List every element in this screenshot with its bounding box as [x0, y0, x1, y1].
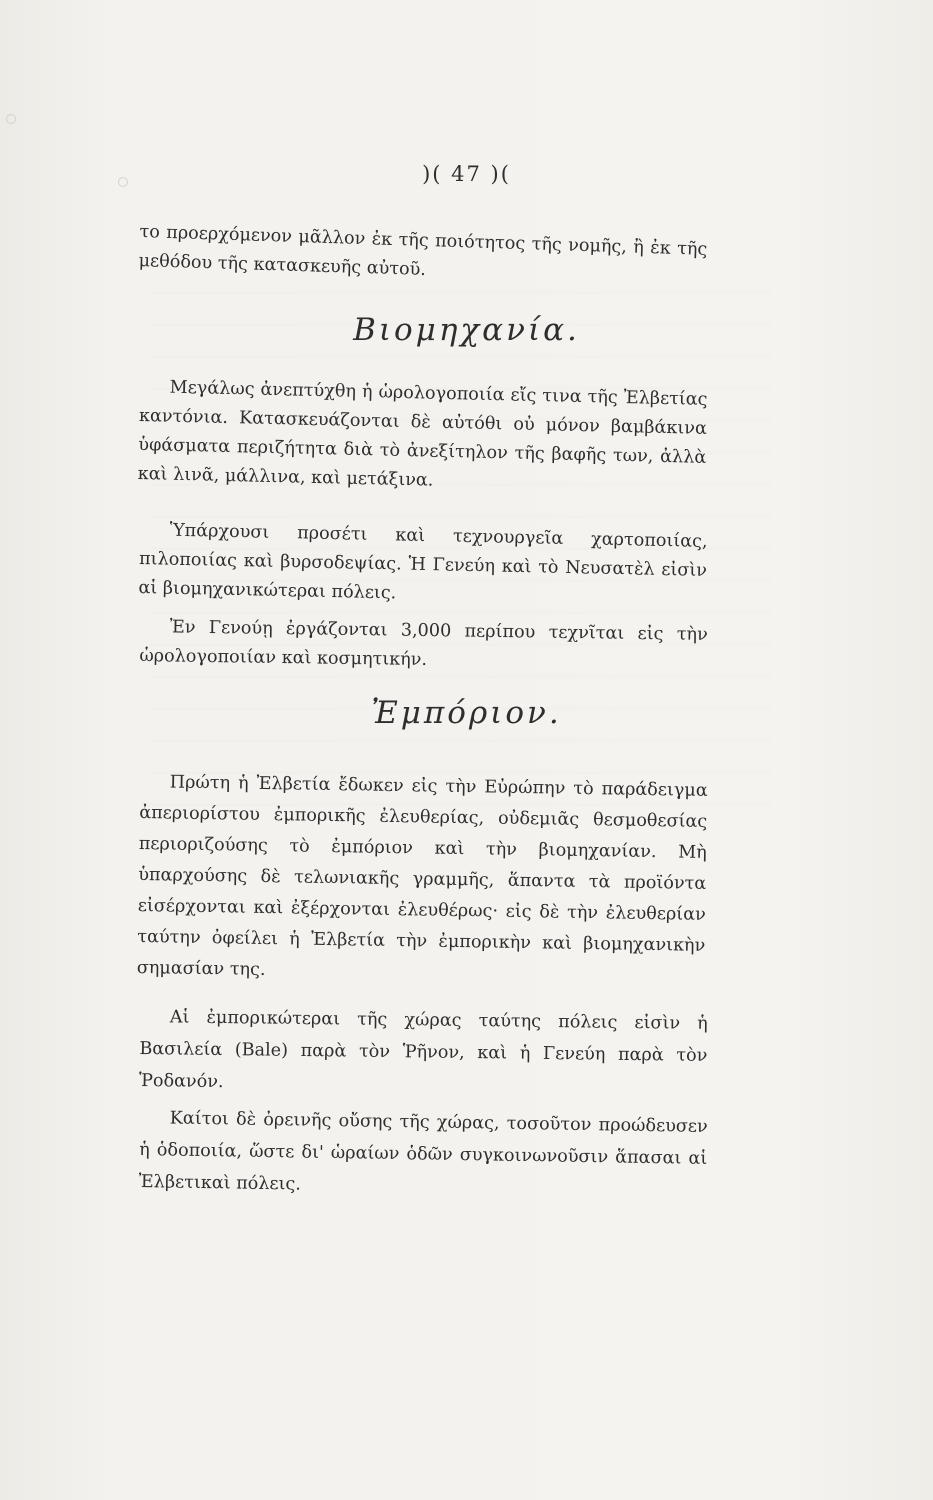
section-heading-industry: Βιομηχανία. — [353, 312, 580, 348]
paper-speck — [6, 114, 16, 124]
page-number-header: )( 47 )( — [422, 162, 511, 186]
paragraph-commerce-1: Πρώτη ἡ Ἐλβετία ἔδωκεν εἰς τὴν Εὐρώπην τὸ παράδειγμα ἀπεριορίστου ἐμπορικῆς ἐλευθερίας, οὐδεμιᾶς θεσμοθεσίας περιοριζούσης τὸ ἐμπόριον καὶ τὴν βιομηχανίαν. Μὴ ὑπαρχούσης δὲ τελωνιακῆς γραμμῆς, ἅπαντα τὰ προϊόντα εἰσέρχονται καὶ ἐξέρχονται ἐλευθέρως· εἰς δὲ τὴν ἐλευθερίαν ταύτην ὀφείλει ἡ Ἐλβετία τὴν ἐμπορικὴν καὶ βιομηχανικὴν σημασίαν της. — [136, 772, 708, 980]
section-heading-commerce: Ἐμπόριον. — [371, 695, 562, 731]
paragraph-industry-1: Μεγάλως ἀνεπτύχθη ἡ ὡρολογοποιία εἴς τινα τῆς Ἐλβετίας καντόνια. Κατασκευάζονται δὲ αὐτόθι οὐ μόνον βαμβάκινα ὑφάσματα περιζήτητα διὰ τὸ ἀνεξίτηλον τῆς βαφῆς των, ἀλλὰ καὶ λινᾶ, μάλλινα, καὶ μετάξινα. — [137, 377, 708, 491]
paragraph-industry-2: Ὑπάρχουσι προσέτι καὶ τεχνουργεῖα χαρτοποιίας, πιλοποιίας καὶ βυρσοδεψίας. Ἡ Γενεύη καὶ τὸ Νευσατὲλ εἰσὶν αἱ βιομηχανικώτεραι πόλεις. — [138, 520, 708, 604]
paragraph-commerce-3: Καίτοι δὲ ὀρεινῆς οὔσης τῆς χώρας, τοσοῦτον προώδευσεν ἡ ὁδοποιία, ὥστε δι' ὡραίων ὁδῶν συγκοινωνοῦσιν ἅπασαι αἱ Ἐλβετικαὶ πόλεις. — [138, 1108, 708, 1195]
paragraph-commerce-2: Αἱ ἐμπορικώτεραι τῆς χώρας ταύτης πόλεις εἰσὶν ἡ Βασιλεία (Bale) παρὰ τὸν Ῥῆνον, καὶ ἡ Γενεύη παρὰ τὸν Ῥοδανόν. — [138, 1007, 708, 1093]
paragraph-industry-3: Ἐν Γενούῃ ἐργάζονται 3,000 περίπου τεχνῖται εἰς τὴν ὡρολογοποιίαν καὶ κοσμητικήν. — [139, 617, 708, 671]
paragraph-continuation: το προερχόμενον μᾶλλον ἐκ τῆς ποιότητος τῆς νομῆς, ἢ ἐκ τῆς μεθόδου τῆς κατασκευῆς αὐτοῦ. — [138, 221, 708, 281]
